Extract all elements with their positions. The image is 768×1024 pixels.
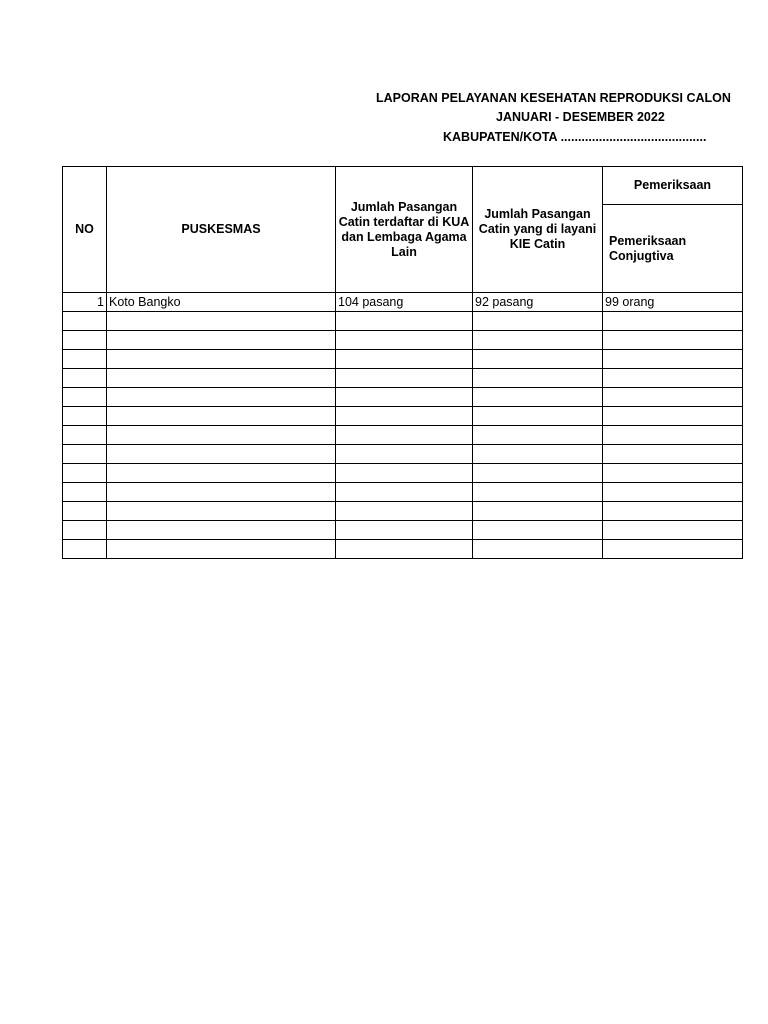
- empty-cell: [336, 464, 473, 483]
- empty-cell: [603, 369, 743, 388]
- empty-cell: [473, 388, 603, 407]
- empty-cell: [603, 502, 743, 521]
- empty-cell: [107, 407, 336, 426]
- empty-cell: [336, 369, 473, 388]
- empty-cell: [107, 521, 336, 540]
- report-period: JANUARI - DESEMBER 2022: [496, 110, 665, 124]
- empty-cell: [336, 521, 473, 540]
- empty-table-row: [63, 540, 743, 559]
- empty-cell: [107, 331, 336, 350]
- empty-cell: [336, 540, 473, 559]
- empty-cell: [336, 350, 473, 369]
- empty-cell: [63, 445, 107, 464]
- empty-cell: [603, 331, 743, 350]
- empty-cell: [63, 464, 107, 483]
- empty-cell: [603, 464, 743, 483]
- empty-cell: [107, 350, 336, 369]
- empty-cell: [336, 388, 473, 407]
- empty-cell: [63, 426, 107, 445]
- empty-cell: [603, 426, 743, 445]
- empty-cell: [473, 369, 603, 388]
- empty-cell: [107, 388, 336, 407]
- cell-exam: 99 orang: [603, 293, 743, 312]
- empty-table-row: [63, 483, 743, 502]
- empty-cell: [473, 521, 603, 540]
- empty-cell: [63, 331, 107, 350]
- empty-cell: [336, 445, 473, 464]
- header-registered: Jumlah Pasangan Catin terdaftar di KUA dan Lembaga Agama Lain: [336, 167, 473, 293]
- empty-cell: [336, 331, 473, 350]
- empty-cell: [63, 483, 107, 502]
- empty-cell: [63, 407, 107, 426]
- header-served: Jumlah Pasangan Catin yang di layani KIE Catin: [473, 167, 603, 293]
- empty-cell: [336, 502, 473, 521]
- empty-table-row: [63, 521, 743, 540]
- empty-cell: [603, 445, 743, 464]
- empty-cell: [473, 540, 603, 559]
- empty-cell: [336, 483, 473, 502]
- empty-cell: [603, 350, 743, 369]
- empty-table-row: [63, 445, 743, 464]
- cell-registered: 104 pasang: [336, 293, 473, 312]
- empty-table-row: [63, 502, 743, 521]
- empty-cell: [473, 426, 603, 445]
- empty-cell: [107, 483, 336, 502]
- empty-cell: [107, 502, 336, 521]
- empty-cell: [603, 540, 743, 559]
- empty-cell: [63, 369, 107, 388]
- header-puskesmas: PUSKESMAS: [107, 167, 336, 293]
- empty-cell: [336, 407, 473, 426]
- header-exam-group: Pemeriksaan: [603, 167, 743, 205]
- empty-table-row: [63, 369, 743, 388]
- empty-cell: [63, 502, 107, 521]
- empty-cell: [107, 369, 336, 388]
- empty-cell: [603, 521, 743, 540]
- empty-table-row: [63, 312, 743, 331]
- empty-cell: [473, 407, 603, 426]
- empty-cell: [107, 312, 336, 331]
- empty-cell: [336, 312, 473, 331]
- empty-cell: [107, 464, 336, 483]
- cell-puskesmas: Koto Bangko: [107, 293, 336, 312]
- table-body: [63, 293, 743, 559]
- empty-cell: [107, 426, 336, 445]
- report-title: LAPORAN PELAYANAN KESEHATAN REPRODUKSI CALON: [376, 91, 731, 105]
- cell-no: 1: [63, 293, 107, 312]
- header-exam-conjunctiva: Pemeriksaan Conjugtiva: [603, 205, 743, 293]
- empty-table-row: [63, 426, 743, 445]
- cell-served: 92 pasang: [473, 293, 603, 312]
- empty-cell: [63, 540, 107, 559]
- empty-cell: [473, 312, 603, 331]
- empty-cell: [107, 445, 336, 464]
- empty-table-row: [63, 331, 743, 350]
- header-no: NO: [63, 167, 107, 293]
- empty-table-row: [63, 350, 743, 369]
- empty-cell: [603, 312, 743, 331]
- empty-cell: [107, 540, 336, 559]
- empty-cell: [603, 483, 743, 502]
- empty-cell: [63, 312, 107, 331]
- empty-cell: [473, 464, 603, 483]
- report-region: KABUPATEN/KOTA ..........................................: [443, 130, 707, 144]
- empty-table-row: [63, 407, 743, 426]
- empty-cell: [603, 407, 743, 426]
- empty-table-row: [63, 464, 743, 483]
- empty-cell: [473, 502, 603, 521]
- empty-cell: [63, 350, 107, 369]
- table-row: [63, 293, 743, 312]
- empty-cell: [603, 388, 743, 407]
- empty-cell: [473, 483, 603, 502]
- empty-cell: [63, 388, 107, 407]
- empty-cell: [473, 350, 603, 369]
- empty-table-row: [63, 388, 743, 407]
- empty-cell: [63, 521, 107, 540]
- empty-cell: [473, 331, 603, 350]
- empty-cell: [473, 445, 603, 464]
- empty-cell: [336, 426, 473, 445]
- report-table: [62, 166, 743, 559]
